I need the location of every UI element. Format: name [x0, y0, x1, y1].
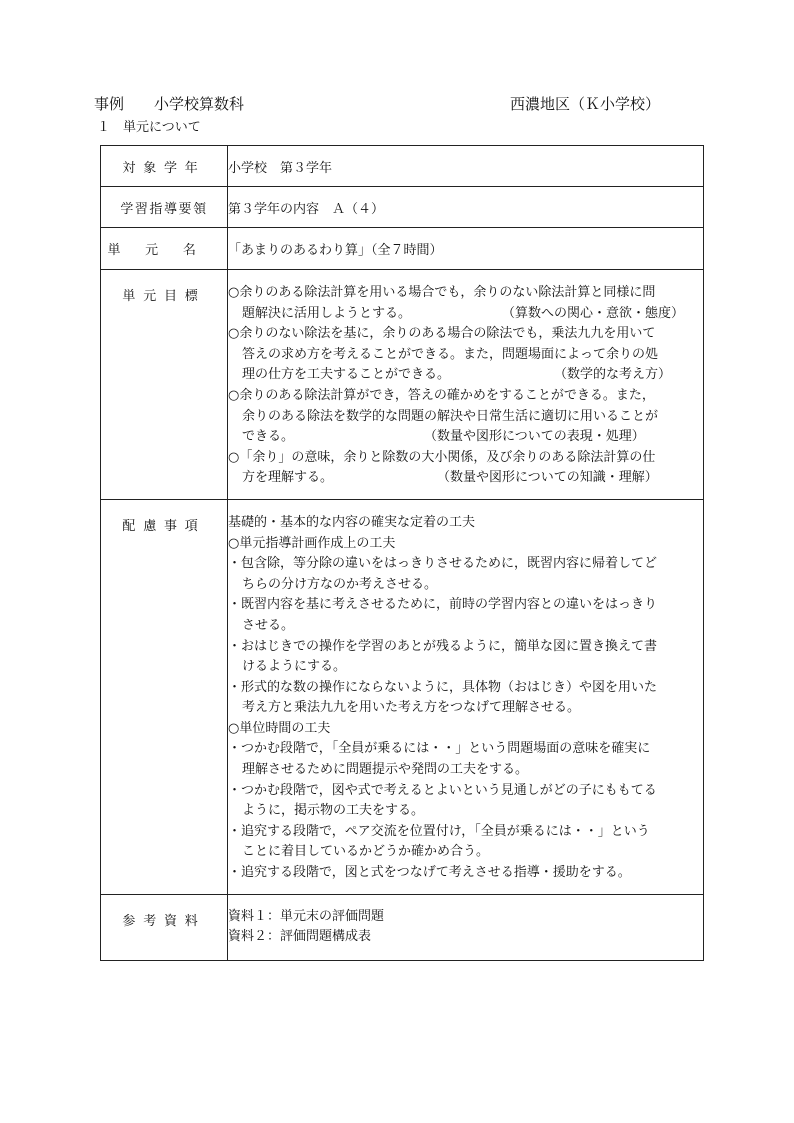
- unit-goal-line: 題解決に活用しようとする。 （算数への関心・意欲・態度）: [242, 305, 685, 321]
- unit-goal-line: ○余りのある除法計算ができ，答えの確かめをすることができる。また，: [228, 387, 655, 403]
- target-grade-label: 対象学年: [101, 146, 228, 187]
- considerations-cell: [228, 499, 704, 894]
- table-row-references: [101, 894, 704, 960]
- guideline-value: 第３学年の内容 Ａ（４）: [228, 187, 704, 228]
- unit-goal-line: 理の仕方を工夫することができる。 （数学的な考え方）: [242, 367, 672, 383]
- consideration-line: 基礎的・基本的な内容の確実な定着の工夫: [228, 514, 476, 530]
- references-cell: [228, 894, 704, 960]
- consideration-line: ちらの分け方なのか考えさせる。: [242, 576, 438, 592]
- consideration-line: けるようにする。: [242, 659, 347, 675]
- references-label: 参考資料: [101, 894, 228, 960]
- consideration-line: 理解させるために問題提示や発問の工夫をする。: [242, 762, 529, 778]
- unit-goals-label: 単元目標: [101, 270, 228, 500]
- unit-goal-line: ○余りのある除法計算を用いる場合でも，余りのない除法計算と同様に問: [228, 285, 656, 300]
- section-heading: １ 単元について: [97, 120, 201, 135]
- guideline-label: 学習指導要領: [101, 187, 228, 228]
- table-row-target-grade: [101, 146, 704, 187]
- consideration-line: ○単位時間の工夫: [228, 720, 331, 736]
- considerations-label: 配慮事項: [101, 499, 228, 894]
- consideration-line: 考え方と乗法九九を用いた考え方をつなげて理解させる。: [242, 700, 581, 716]
- unit-goal-line: ○余りのない除法を基に，余りのある場合の除法でも，乗法九九を用いて: [228, 326, 656, 342]
- table-row-guideline: [101, 187, 704, 228]
- unit-goal-line: ○「余り」の意味，余りと除数の大小関係，及び余りのある除法計算の仕: [228, 449, 656, 465]
- table-row-unit-goals: [101, 270, 704, 500]
- reference-line: 資料２：評価問題構成表: [228, 929, 372, 945]
- reference-line: 資料１：単元末の評価問題: [228, 908, 385, 924]
- unit-goal-line: 答えの求め方を考えることができる。また，問題場面によって余りの処: [242, 346, 659, 362]
- document-case-title: 事例 小学校算数科: [94, 95, 245, 113]
- consideration-line: ・追究する段階で，図と式をつなげて考えさせる指導・援助をする。: [228, 865, 631, 881]
- table-row-considerations: [101, 499, 704, 894]
- district-school-label: 西濃地区（Ｋ小学校）: [510, 95, 661, 113]
- consideration-line: ・追究する段階で，ペア交流を位置付け，「全員が乗るには・・」という: [228, 823, 650, 839]
- unit-name-value: 「あまりのあるわり算」（全７時間）: [228, 228, 704, 270]
- unit-goal-line: 方を理解する。 （数量や図形についての知識・理解）: [242, 470, 658, 486]
- consideration-line: させる。: [242, 617, 295, 633]
- consideration-line: ことに着目しているかどうか確かめ合う。: [242, 844, 490, 860]
- consideration-line: ・既習内容を基に考えさせるために，前時の学習内容との違いをはっきり: [228, 597, 658, 613]
- consideration-line: ・形式的な数の操作にならないように，具体物（おはじき）や図を用いた: [228, 679, 658, 695]
- consideration-line: ように，掲示物の工夫をする。: [242, 803, 425, 819]
- consideration-line: ・包含除，等分除の違いをはっきりさせるために，既習内容に帰着してど: [228, 556, 658, 572]
- consideration-line: ・おはじきでの操作を学習のあとが残るように，簡単な図に置き換えて書: [228, 638, 658, 654]
- unit-goal-line: 余りのある除法を数学的な問題の解決や日常生活に適切に用いることが: [242, 408, 659, 424]
- unit-goals-cell: [228, 270, 704, 500]
- consideration-line: ・つかむ段階で，「全員が乗るには・・」という問題場面の意味を確実に: [228, 741, 651, 757]
- consideration-line: ・つかむ段階で，図や式で考えるとよいという見通しがどの子にももてる: [228, 782, 657, 798]
- unit-goal-line: できる。 （数量や図形についての表現・処理）: [242, 429, 645, 445]
- consideration-line: ○単元指導計画作成上の工夫: [228, 535, 396, 551]
- table-row-unit-name: [101, 228, 704, 270]
- unit-overview-table: [100, 145, 704, 961]
- unit-name-label: 単元名: [101, 228, 228, 270]
- target-grade-value: 小学校 第３学年: [228, 146, 704, 187]
